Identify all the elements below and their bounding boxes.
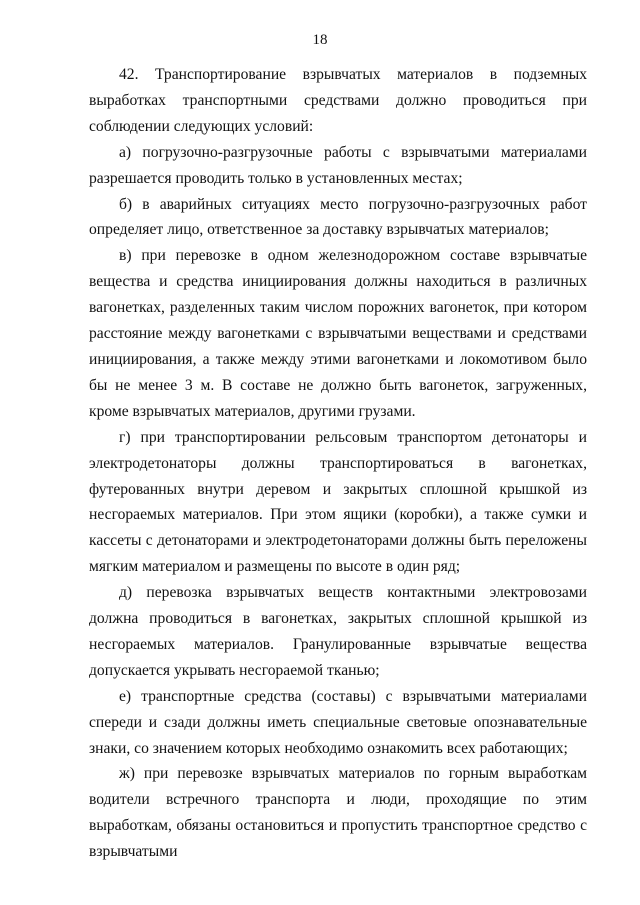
page-number: 18 [312,32,328,48]
paragraph-subitem-b: б) в аварийных ситуациях место погрузочно-разгрузочных работ определяет лицо, ответственное за доставку взрывчатых материалов; [89,195,587,239]
paragraph-subitem-zh: ж) при перевозке взрывчатых материалов по горным выработкам водители встречного транспорта и люди, проходящие по этим выработкам, обязаны остановиться и пропустить транспортное средство с взрывчатыми [89,765,587,861]
paragraph-subitem-e: е) транспортные средства (составы) с взрывчатыми материалами спереди и сзади должны иметь специальные световые опознавательные знаки, со значением которых необходимо ознакомить всех работающих; [89,687,587,757]
paragraph-subitem-g: г) при транспортировании рельсовым транспортом детонаторы и электродетонаторы должны транспортироваться в вагонетках, футерованных внутри деревом и закрытых сплошной крышкой из несгораемых материалов. При этом ящики (коробки), а также сумки и кассеты с детонаторами и электродетонаторами должны быть переложены мягким материалом и размещены по высоте в один ряд; [89,428,587,576]
paragraph-subitem-d: д) перевозка взрывчатых веществ контактными электровозами должна проводиться в вагонетках, закрытых сплошной крышкой из несгораемых материалов. Гранулированные взрывчатые вещества допускается укрывать несгораемой тканью; [89,584,587,679]
document-body [89,62,587,865]
paragraph-item-42: 42. Транспортирование взрывчатых материалов в подземных выработках транспортными средствами должно проводиться при соблюдении следующих условий: [89,66,587,135]
paragraph-subitem-a: а) погрузочно-разгрузочные работы с взрывчатыми материалами разрешается проводить только в установленных местах; [89,143,587,187]
paragraph-subitem-v: в) при перевозке в одном железнодорожном составе взрывчатые вещества и средства инициирования должны находиться в различных вагонетках, разделенных таким числом порожних вагонеток, при котором расстояние между вагонетками с взрывчатыми веществами и средствами инициирования, а также между этими вагонетками и локомотивом было бы не менее 3 м. В составе не должно быть вагонеток, загруженных, кроме взрывчатых материалов, другими грузами. [89,247,587,420]
